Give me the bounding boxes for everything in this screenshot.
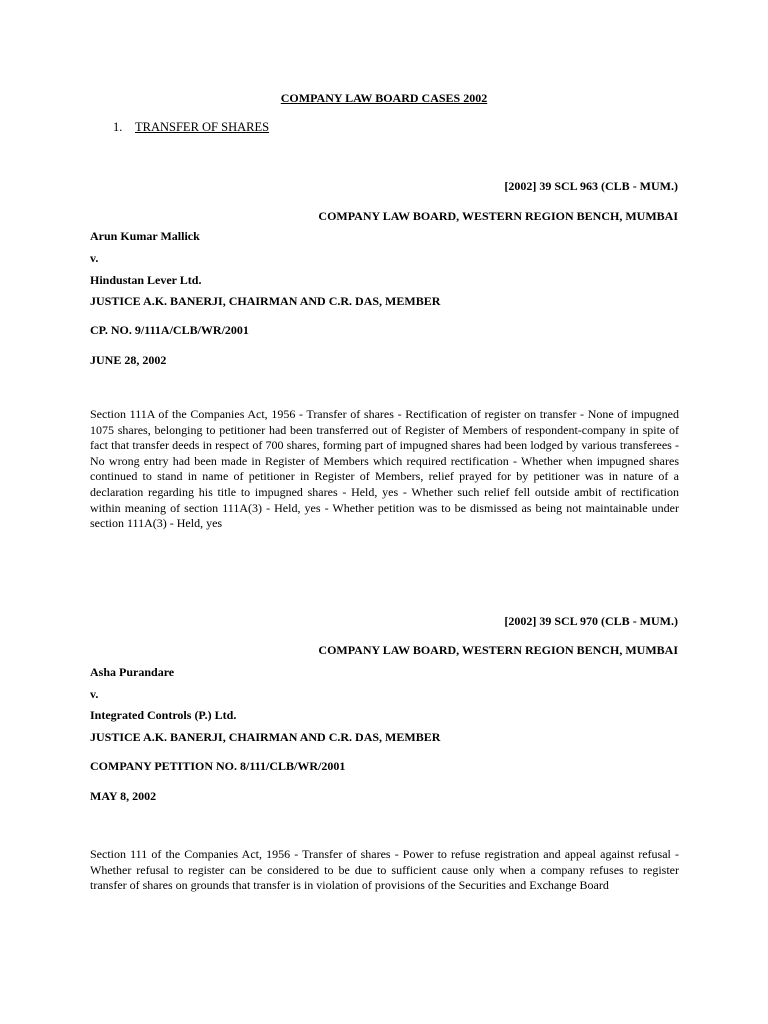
case-2-versus: v. bbox=[90, 687, 99, 701]
case-1-petition-number: CP. NO. 9/111A/CLB/WR/2001 bbox=[90, 323, 249, 337]
case-2-date: MAY 8, 2002 bbox=[90, 789, 157, 803]
case-2-summary: Section 111 of the Companies Act, 1956 - Transfer of shares - Power to refuse registration and appeal against refusal - Whether refusal to register can be considered to be due to sufficient cause only when a company refuses to register transfer of shares on grounds that transfer is in violation of provisions of the Securities and Exchange Board bbox=[90, 847, 679, 893]
case-2-bench: JUSTICE A.K. BANERJI, CHAIRMAN AND C.R. DAS, MEMBER bbox=[90, 730, 441, 744]
case-2-petitioner: Asha Purandare bbox=[90, 665, 175, 679]
case-2-court: COMPANY LAW BOARD, WESTERN REGION BENCH, MUMBAI bbox=[318, 643, 678, 657]
section-title: TRANSFER OF SHARES bbox=[135, 120, 270, 134]
case-1-court: COMPANY LAW BOARD, WESTERN REGION BENCH, MUMBAI bbox=[318, 209, 678, 223]
section-list-item bbox=[113, 120, 269, 135]
case-1-petitioner: Arun Kumar Mallick bbox=[90, 229, 200, 243]
case-1-versus: v. bbox=[90, 251, 99, 265]
section-number: 1. bbox=[113, 120, 123, 134]
case-1-respondent: Hindustan Lever Ltd. bbox=[90, 273, 202, 287]
case-1-date: JUNE 28, 2002 bbox=[90, 353, 167, 367]
case-1-bench: JUSTICE A.K. BANERJI, CHAIRMAN AND C.R. DAS, MEMBER bbox=[90, 294, 441, 308]
case-2-petition-number: COMPANY PETITION NO. 8/111/CLB/WR/2001 bbox=[90, 759, 346, 773]
document-heading: COMPANY LAW BOARD CASES 2002 bbox=[280, 91, 488, 105]
case-2-respondent: Integrated Controls (P.) Ltd. bbox=[90, 708, 237, 722]
case-1-summary: Section 111A of the Companies Act, 1956 - Transfer of shares - Rectification of register on transfer - None of impugned 1075 shares, belonging to petitioner had been transferred out of Register of Members of respondent-company in spite of fact that transfer deeds in respect of 700 shares, forming part of impugned shares had been lodged by various transferees - No wrong entry had been made in Register of Members which required rectification - Whether when impugned shares continued to stand in name of petitioner in Register of Members, relief prayed for by petitioner was in nature of a declaration regarding his title to impugned shares - Held, yes - Whether such relief fell outside ambit of rectification within meaning of section 111A(3) - Held, yes - Whether petition was to be dismissed as being not maintainable under section 111A(3) - Held, yes bbox=[90, 407, 679, 531]
case-2-citation: [2002] 39 SCL 970 (CLB - MUM.) bbox=[504, 614, 678, 628]
case-1-citation: [2002] 39 SCL 963 (CLB - MUM.) bbox=[504, 179, 678, 193]
